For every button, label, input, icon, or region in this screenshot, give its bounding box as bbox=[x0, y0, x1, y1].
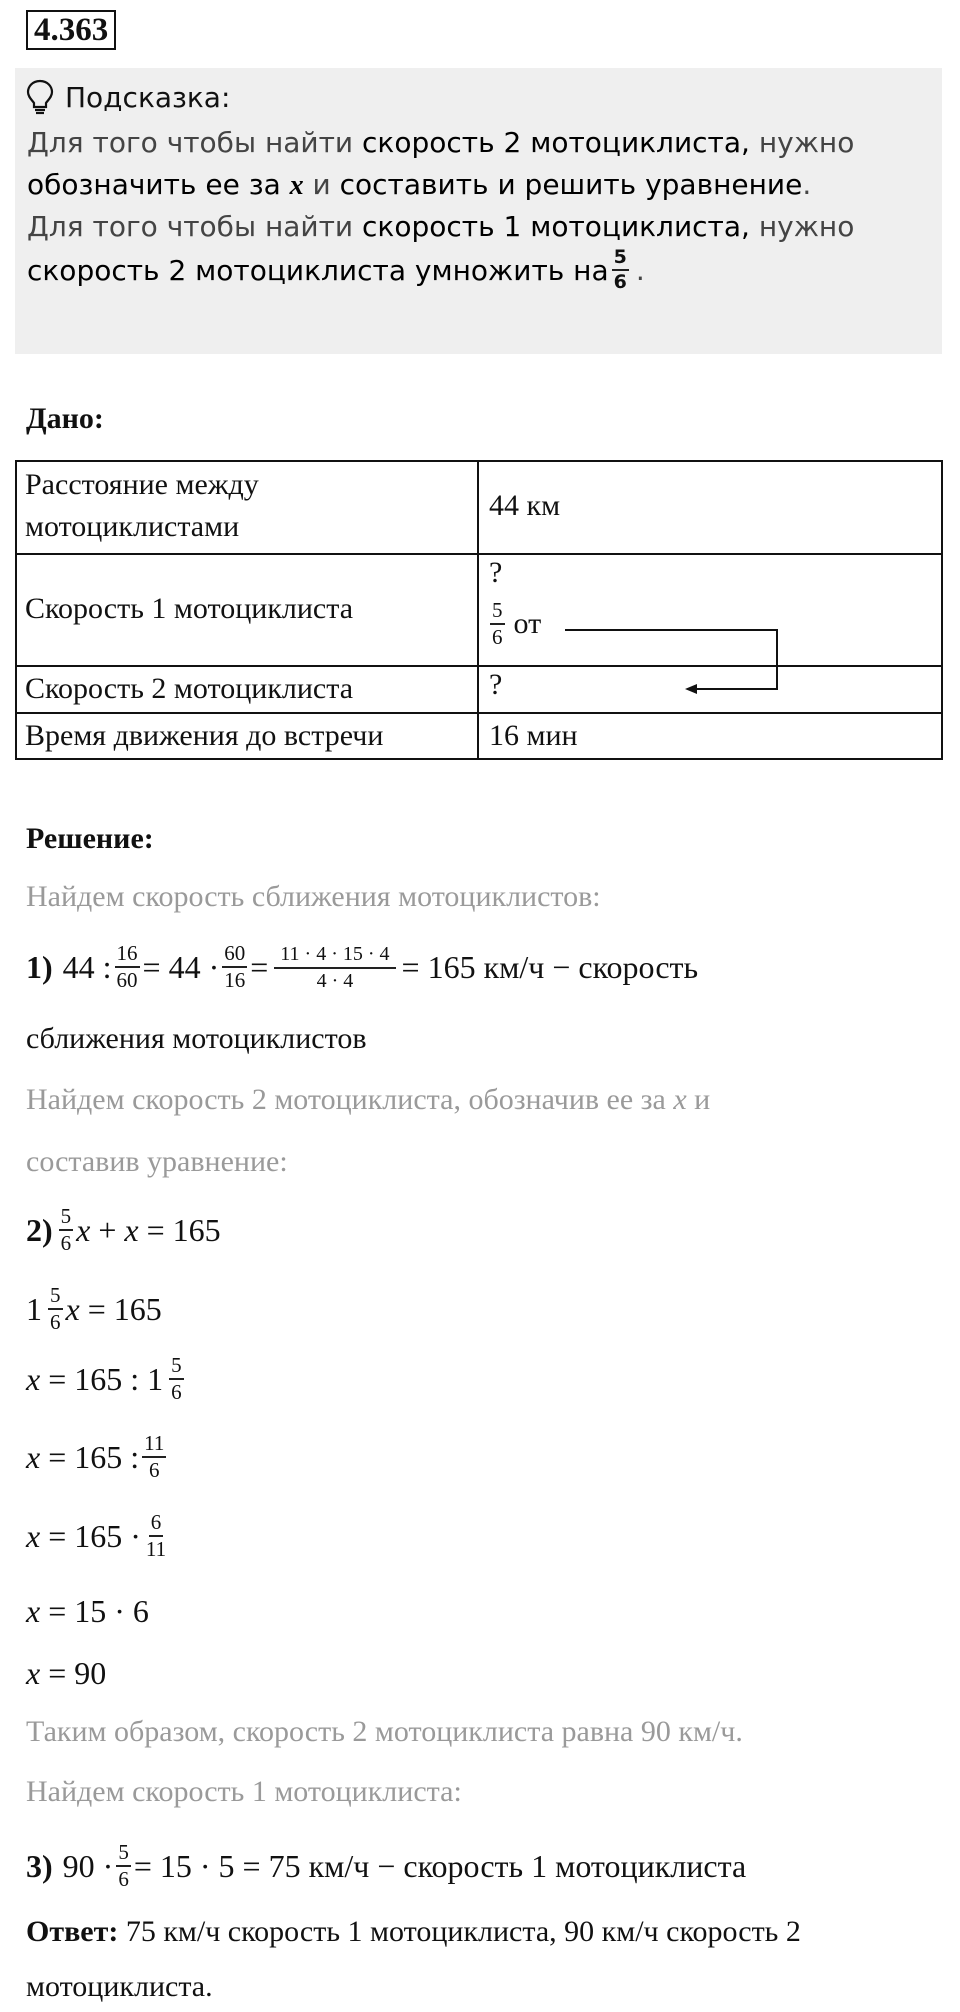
hint-text: . bbox=[802, 168, 812, 201]
hint-variable: x bbox=[289, 170, 304, 201]
relation-arrow bbox=[15, 460, 943, 760]
comment-conclusion-speed2: Таким образом, скорость 2 мотоциклиста равна 90 км/ч. bbox=[26, 1715, 743, 1748]
hint-text: нужно bbox=[749, 126, 855, 159]
task-number: 4.363 bbox=[26, 10, 116, 50]
hint-title-row bbox=[25, 78, 230, 116]
hint-line-4 bbox=[27, 248, 645, 292]
hint-line-3 bbox=[27, 210, 854, 243]
hint-emphasis: скорость 2 мотоциклиста, bbox=[362, 126, 750, 159]
equation-4: x = 165 · $\frac{6}{11}$ bbox=[26, 1510, 167, 1561]
hint-emphasis: составить и решить уравнение bbox=[339, 168, 803, 201]
hint-line-1 bbox=[27, 126, 854, 159]
equation-2: x = 165 : 1 $\frac{5}{6}$ bbox=[26, 1353, 182, 1404]
step-label: 1) bbox=[26, 948, 53, 985]
answer-label: Ответ: bbox=[26, 1915, 119, 1948]
hint-title: Подсказка: bbox=[65, 80, 231, 114]
solution-heading: Решение: bbox=[26, 822, 154, 855]
hint-emphasis: скорость 2 мотоциклиста умножить на bbox=[27, 253, 609, 287]
step-1-continued: сближения мотоциклистов bbox=[26, 1022, 367, 1055]
equation-5: x = 15 · 6 bbox=[26, 1593, 149, 1629]
comment-closing-speed: Найдем скорость сближения мотоциклистов: bbox=[26, 880, 601, 913]
given-label-time: Время движения до встречи bbox=[25, 719, 384, 752]
step-label: 2) bbox=[26, 1211, 53, 1248]
hint-text: Для того чтобы найти bbox=[27, 126, 363, 159]
step-label: 3) bbox=[26, 1847, 53, 1884]
hint-line-2 bbox=[27, 168, 811, 202]
step-2: 2) $\frac{5}{6}$ x + x = 165 bbox=[26, 1204, 221, 1255]
hint-fraction: $\frac{5}{6}$ bbox=[613, 246, 627, 293]
given-value-speed1-relation: $\frac{5}{6}$ от bbox=[492, 598, 542, 649]
given-label-speed1: Скорость 1 мотоциклиста bbox=[25, 592, 354, 625]
hint-text: нужно bbox=[749, 210, 855, 243]
hint-text: Для того чтобы найти bbox=[27, 210, 363, 243]
equation-1: 1 $\frac{5}{6}$ x = 165 bbox=[26, 1283, 162, 1334]
comment-speed1: Найдем скорость 1 мотоциклиста: bbox=[26, 1775, 462, 1808]
given-label-speed2: Скорость 2 мотоциклиста bbox=[25, 672, 354, 705]
hint-emphasis: обозначить ее за bbox=[27, 168, 290, 201]
step-3: 3) 90 · $\frac{5}{6}$ = 15 · 5 = 75 км/ч − скорость 1 мотоциклиста bbox=[26, 1840, 747, 1891]
given-value-speed2: ? bbox=[489, 668, 503, 701]
given-value-speed1-unknown: ? bbox=[489, 556, 503, 589]
hint-text: и bbox=[303, 168, 340, 201]
hint-text: . bbox=[635, 253, 645, 287]
equation-6: x = 90 bbox=[26, 1655, 107, 1691]
given-label-distance: Расстояние между мотоциклистами bbox=[25, 468, 259, 543]
given-value-time: 16 мин bbox=[489, 719, 578, 752]
given-heading: Дано: bbox=[26, 402, 104, 435]
answer-continued: мотоциклиста. bbox=[26, 1970, 213, 2003]
answer-text: 75 км/ч скорость 1 мотоциклиста, 90 км/ч скорость 2 bbox=[118, 1915, 801, 1948]
equation-3: x = 165 : $\frac{11}{6}$ bbox=[26, 1431, 165, 1482]
answer bbox=[26, 1915, 801, 1949]
step-1: 1) 44 : $\frac{16}{60}$ = 44 · $\frac{60}{16}$ = $\frac{11 \cdot 4 \cdot 15 \cdot 4}{4 \cdot 4}$ = 165 км/ч − скорость bbox=[26, 941, 699, 992]
comment-speed2: Найдем скорость 2 мотоциклиста, обозначив ее за x и bbox=[26, 1083, 711, 1116]
given-table bbox=[15, 460, 943, 760]
hint-box bbox=[15, 68, 942, 354]
hint-emphasis: скорость 1 мотоциклиста, bbox=[362, 210, 750, 243]
given-value-distance: 44 км bbox=[489, 489, 561, 522]
lightbulb-icon bbox=[25, 78, 55, 116]
comment-speed2-continued: составив уравнение: bbox=[26, 1145, 288, 1178]
